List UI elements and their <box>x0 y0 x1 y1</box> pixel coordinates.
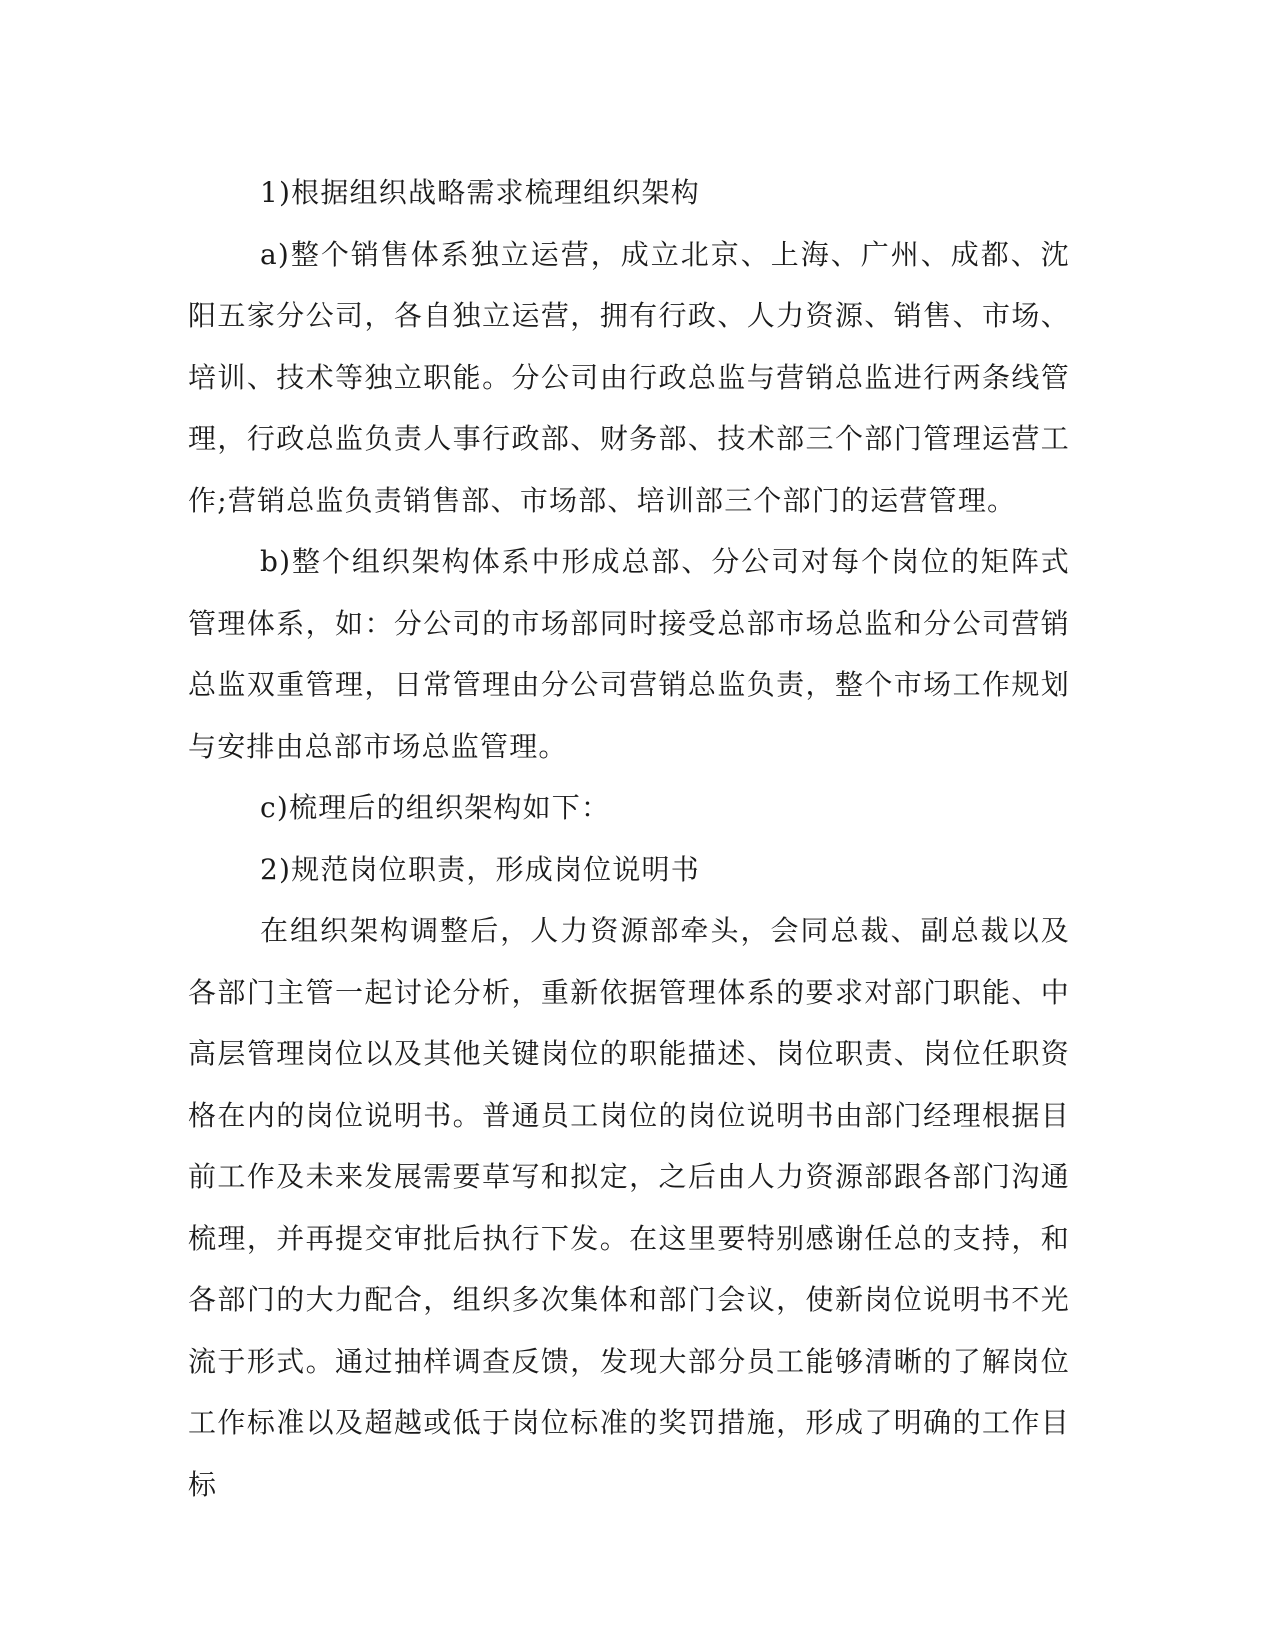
paragraph-a: a)整个销售体系独立运营，成立北京、上海、广州、成都、沈阳五家分公司，各自独立运营，拥有行政、人力资源、销售、市场、培训、技术等独立职能。分公司由行政总监与营销总监进行两条线管理，行政总监负责人事行政部、财务部、技术部三个部门管理运营工作;营销总监负责销售部、市场部、培训部三个部门的运营管理。 <box>188 237 1070 517</box>
heading-section-1: 1)根据组织战略需求梳理组织架构 <box>260 176 700 209</box>
paragraph-c: c)梳理后的组织架构如下： <box>260 791 611 824</box>
body-text <box>188 162 1070 1515</box>
paragraph-body: 在组织架构调整后，人力资源部牵头，会同总裁、副总裁以及各部门主管一起讨论分析，重新依据管理体系的要求对部门职能、中高层管理岗位以及其他关键岗位的职能描述、岗位职责、岗位任职资格在内的岗位说明书。普通员工岗位的岗位说明书由部门经理根据目前工作及未来发展需要草写和拟定，之后由人力资源部跟各部门沟通梳理，并再提交审批后执行下发。在这里要特别感谢任总的支持，和各部门的大力配合，组织多次集体和部门会议，使新岗位说明书不光流于形式。通过抽样调查反馈，发现大部分员工能够清晰的了解岗位工作标准以及超越或低于岗位标准的奖罚措施，形成了明确的工作目标 <box>188 914 1070 1501</box>
paragraph-b: b)整个组织架构体系中形成总部、分公司对每个岗位的矩阵式管理体系，如：分公司的市场部同时接受总部市场总监和分公司营销总监双重管理，日常管理由分公司营销总监负责，整个市场工作规划与安排由总部市场总监管理。 <box>188 545 1070 763</box>
heading-section-2: 2)规范岗位职责，形成岗位说明书 <box>260 852 700 886</box>
